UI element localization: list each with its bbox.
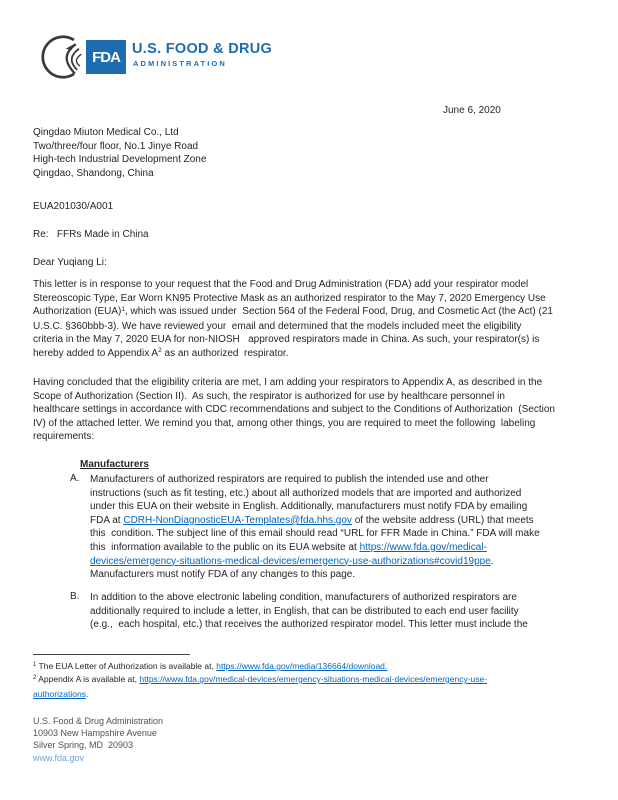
requirements-heading: Manufacturers: [80, 459, 149, 470]
text-segment: U.S.C. §360bbb-3). We have reviewed your email and determined that the models included meet the eligibility: [33, 320, 522, 332]
text-segment: The EUA Letter of Authorization is available at,: [36, 661, 217, 671]
text-segment: .: [490, 555, 494, 567]
list-item-b-text: [90, 591, 528, 632]
hyperlink[interactable]: https://www.fda.gov/medical-: [359, 541, 487, 553]
text-segment: FDA at: [90, 514, 124, 526]
body-paragraph-1: [33, 278, 553, 362]
superscript: 2: [33, 675, 37, 681]
text-segment: of the website address (URL) that meets: [351, 514, 534, 526]
text-segment: Appendix A is available at,: [36, 674, 140, 684]
agency-name-line2: ADMINISTRATION: [133, 59, 227, 68]
footer-org: U.S. Food & Drug Administration: [33, 716, 164, 726]
salutation: Dear Yuqiang Li:: [33, 257, 107, 268]
text-segment: Scope of Authorization (Section II). As such, the respirator is authorized for use by healthcare personnel in: [33, 390, 505, 402]
text-segment: Authorization (EUA): [33, 306, 122, 318]
text-segment: , which was issued under Section 564 of the Federal Food, Drug, and Cosmetic Act (the Act) (21: [125, 306, 553, 318]
eua-number: EUA201030/A001: [33, 201, 114, 212]
recipient-address: [33, 126, 206, 180]
recipient-street: Two/three/four floor, No.1 Jinye Road: [33, 140, 199, 152]
hyperlink[interactable]: devices/emergency-situations-medical-devices/emergency-use-authorizations#covid19ppe: [90, 555, 491, 567]
body-paragraph-2: [33, 376, 555, 444]
footer-address-block: [33, 715, 163, 764]
text-segment: additionally required to include a letter, in English, that can be distributed to each end user facility: [90, 605, 519, 617]
superscript: 2: [158, 347, 162, 355]
footer-street: 10903 New Hampshire Avenue: [33, 728, 157, 739]
fda-logo: [86, 40, 126, 74]
text-segment: .: [85, 689, 89, 699]
superscript: 1: [121, 305, 125, 313]
text-segment: this condition. The subject line of this email should read “URL for FFR Made in China.” FDA will make: [90, 528, 540, 540]
list-item-a-marker: A.: [70, 473, 80, 484]
hyperlink[interactable]: authorizations: [33, 689, 86, 699]
subject-line: Re: FFRs Made in China: [33, 229, 149, 240]
text-segment: Having concluded that the eligibility criteria are met, I am adding your respirators to Appendix A, as described in the: [33, 377, 543, 388]
text-segment: as an authorized respirator.: [161, 347, 289, 359]
hhs-eagle-icon: [38, 34, 86, 85]
fda-logo-text: FDA: [92, 48, 120, 66]
text-segment: healthcare settings in accordance with CDC recommendations and subject to the Conditions of Authorization (Section: [33, 404, 555, 416]
text-segment: under this EUA on their website in English. Additionally, manufacturers must notify FDA by emailing: [90, 501, 528, 513]
text-segment: hereby added to Appendix A: [33, 347, 159, 359]
hyperlink[interactable]: CDRH-NonDiagnosticEUA-Templates@fda.hhs.gov: [123, 514, 352, 526]
text-segment: this information available to the public on its EUA website at: [90, 541, 360, 553]
text-segment: IV) of the attached letter. We remind you that, among other things, you are required to meet the following labeling: [33, 417, 536, 429]
recipient-company: Qingdao Miuton Medical Co., Ltd: [33, 127, 179, 138]
list-item-a-text: [90, 473, 540, 582]
text-segment: Manufacturers of authorized respirators are required to publish the intended use and other: [90, 474, 489, 485]
footer-website-link[interactable]: www.fda.gov: [33, 752, 85, 763]
text-segment: criteria in the May 7, 2020 EUA for non-NIOSH approved respirators made in China. As such, your respirator(s) is: [33, 334, 540, 346]
text-segment: In addition to the above electronic labeling condition, manufacturers of authorized respirators are: [90, 592, 517, 603]
footer-city: Silver Spring, MD 20903: [33, 740, 134, 751]
footnote-2: [33, 673, 487, 701]
hyperlink[interactable]: https://www.fda.gov/media/136664/download.: [216, 661, 388, 671]
text-segment: (e.g., each hospital, etc.) that receives the authorized respirator model. This letter must include the: [90, 619, 528, 631]
hyperlink[interactable]: https://www.fda.gov/medical-devices/emergency-situations-medical-devices/emergency-use-: [139, 674, 488, 684]
text-segment: This letter is in response to your request that the Food and Drug Administration (FDA) add your respirator model: [33, 279, 529, 290]
agency-name-line1: U.S. FOOD & DRUG: [132, 41, 273, 57]
text-segment: Manufacturers must notify FDA of any changes to this page.: [90, 569, 356, 581]
recipient-zone: High-tech Industrial Development Zone: [33, 154, 207, 166]
superscript: 1: [33, 662, 37, 668]
text-segment: instructions (such as fit testing, etc.) about all authorized models that are imported and authorized: [90, 487, 522, 499]
letter-date: June 6, 2020: [443, 105, 501, 116]
text-segment: requirements:: [33, 431, 95, 443]
footnote-separator: [33, 654, 190, 655]
list-item-b-marker: B.: [70, 591, 80, 602]
recipient-city: Qingdao, Shandong, China: [33, 167, 154, 179]
text-segment: Stereoscopic Type, Ear Worn KN95 Protective Mask as an authorized respirator to the May 7, 2020 Emergency Use: [33, 292, 546, 304]
